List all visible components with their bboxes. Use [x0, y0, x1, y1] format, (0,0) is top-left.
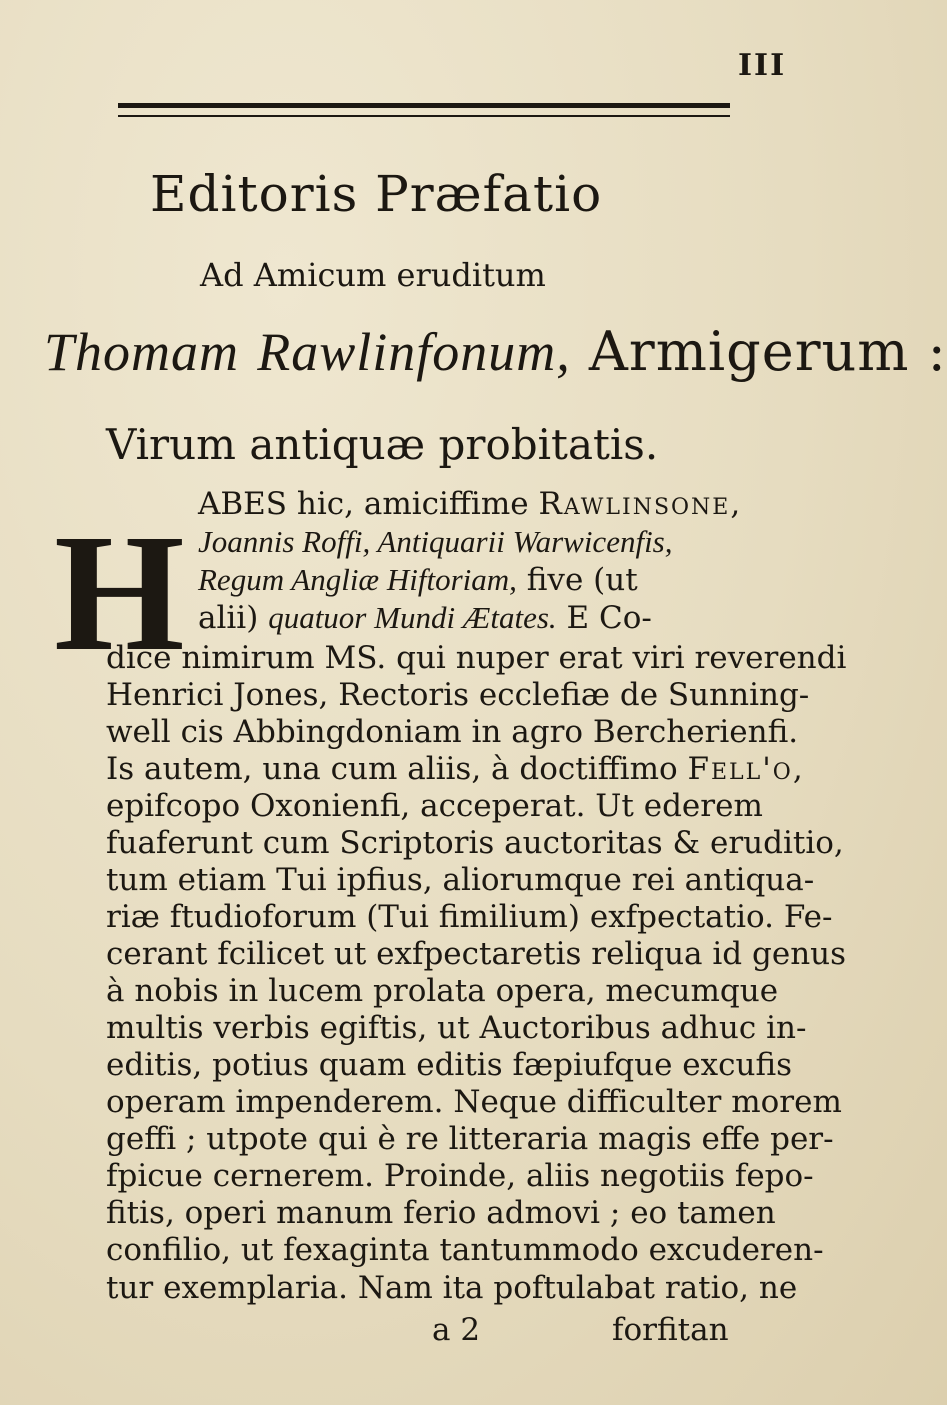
text-span: fpicue cernerem. Proinde, aliis negotiis fepo- [106, 1158, 814, 1194]
text-span: five (ut [516, 562, 638, 598]
text-span: fitis, operi manum ferio admovi ; eo tamen [106, 1195, 776, 1231]
text-span: ABES hic, amiciffime [198, 486, 539, 522]
text-span: multis verbis egiftis, ut Auctoribus adhuc in- [106, 1010, 807, 1046]
text-line [106, 971, 778, 1011]
text-line [106, 897, 832, 937]
text-span: cerant fcilicet ut exfpectaretis reliqua id genus [106, 936, 847, 972]
page-number: III [738, 48, 787, 83]
addressee-epithet: Virum antiquæ probitatis. [106, 420, 659, 469]
text-span: confilio, ut fexaginta tantummodo excuderen- [106, 1232, 824, 1268]
text-span: epifcopo Oxonienfi, acceperat. Ut ederem [106, 788, 763, 824]
text-line [198, 484, 742, 524]
text-line [106, 1045, 792, 1085]
text-span: operam impenderem. Neque difficulter morem [106, 1084, 842, 1120]
text-span: riæ ftudioforum (Tui fimilium) exfpectatio. Fe- [106, 899, 833, 935]
page-heading: Editoris Præfatio [150, 165, 603, 223]
text-line [198, 598, 652, 638]
text-line [106, 638, 846, 678]
text-span: Is autem, una cum aliis, à doctiffimo [106, 751, 688, 787]
text-span: alii) [198, 600, 269, 636]
text-span: Rawlinsone, [538, 486, 743, 522]
catchword: forfitan [612, 1312, 729, 1348]
signature-mark: a 2 [432, 1312, 481, 1348]
text-span: tum etiam Tui ipfius, aliorumque rei antiqua- [106, 862, 815, 898]
text-line [106, 1082, 842, 1122]
text-span: E Co- [556, 600, 652, 636]
text-span: Fell'o, [687, 751, 805, 787]
text-span: Henrici Jones, Rectoris ecclefiæ de Sunning- [106, 677, 810, 713]
text-line [106, 1119, 834, 1159]
text-line [106, 934, 846, 974]
text-line [106, 786, 763, 826]
text-span: fuaferunt cum Scriptoris auctoritas & eruditio, [106, 825, 844, 861]
text-span: Regum Angliæ Hiftoriam, [198, 562, 517, 597]
text-line [106, 1230, 824, 1270]
text-span: quatuor Mundi Ætates. [268, 600, 557, 635]
page-subheading: Ad Amicum eruditum [200, 256, 546, 294]
text-line [106, 823, 844, 863]
text-span: dice nimirum MS. qui nuper erat viri reverendi [106, 640, 847, 676]
text-span: well cis Abbingdoniam in agro Bercherienfi. [106, 714, 799, 750]
text-span: Joannis Roffi, Antiquarii Warwicenfis, [198, 524, 673, 559]
addressee-surname: Rawlinfonum, [257, 322, 571, 382]
drop-cap: H [54, 500, 185, 686]
header-rule-thick [118, 103, 730, 108]
text-line [106, 1156, 814, 1196]
text-line [106, 712, 798, 752]
text-line [106, 675, 809, 715]
text-line [198, 560, 638, 600]
addressee-line [44, 320, 947, 383]
text-line [198, 522, 673, 562]
header-rule-thin [118, 115, 730, 117]
addressee-given-name: Thomam [44, 322, 240, 382]
text-line [106, 1268, 797, 1308]
text-line [106, 1193, 776, 1233]
text-span: editis, potius quam editis fæpiufque excufis [106, 1047, 793, 1083]
text-span: à nobis in lucem prolata opera, mecumque [106, 973, 779, 1009]
text-line [106, 1008, 806, 1048]
text-line [106, 860, 814, 900]
text-span: geffi ; utpote qui è re litteraria magis effe per- [106, 1121, 834, 1157]
addressee-rank: Armigerum : [588, 320, 947, 383]
text-span: tur exemplaria. Nam ita poftulabat ratio, ne [106, 1270, 798, 1306]
text-line [106, 749, 805, 789]
